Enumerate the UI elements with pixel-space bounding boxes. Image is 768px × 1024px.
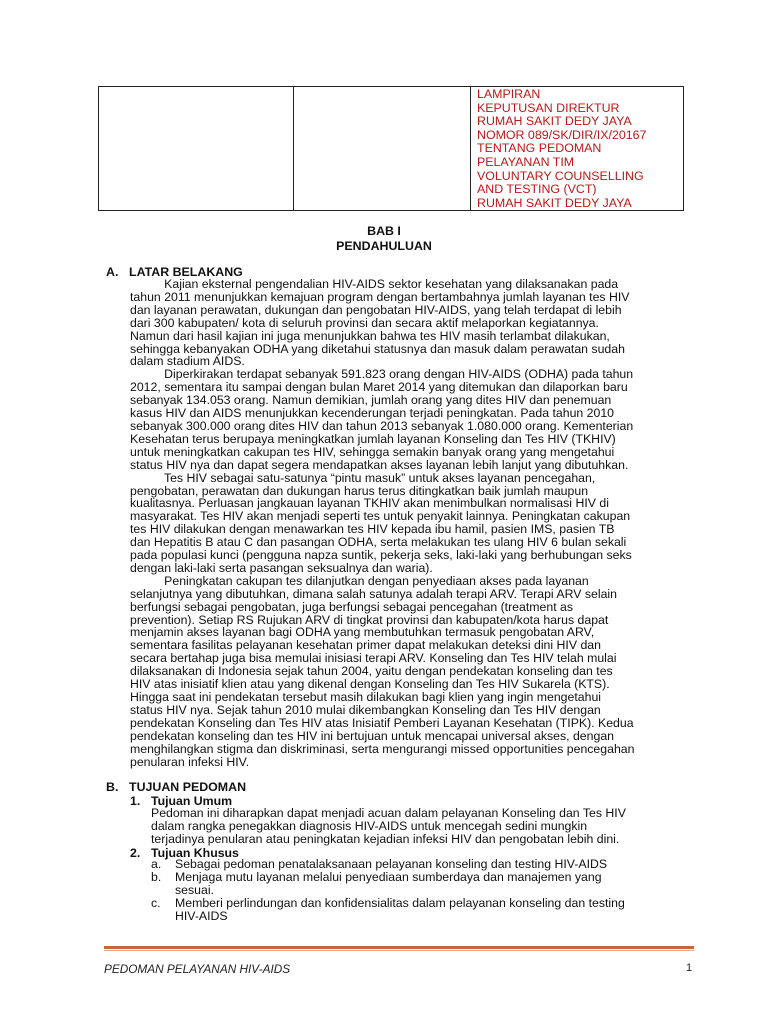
section-b-marker: B. [106, 780, 119, 794]
paragraph-line: tes HIV dilakukan dengan menawarkan tes HIV kepada ibu hamil, pasien IMS, pasien TB [130, 522, 615, 537]
list-item-label: c. [151, 895, 161, 910]
list-item-label: a. [151, 857, 162, 871]
paragraph-line: penularan infeksi HIV. [130, 754, 250, 769]
paragraph-line: Kajian eksternal pengendalian HIV-AIDS sektor kesehatan yang dilaksanakan pada [130, 277, 619, 291]
paragraph-line: menjamin akses layanan bagi ODHA yang membutuhkan termasuk pengobatan ARV, [130, 625, 595, 640]
paragraph-line: sebanyak 300.000 orang dites HIV dan tahun 2013 sebanyak 1.080.000 orang. Kementerian [130, 418, 634, 433]
decree-line: VOLUNTARY COUNSELLING [477, 168, 644, 183]
header-table [98, 86, 684, 211]
decree-line: PELAYANAN TIM [477, 154, 575, 169]
paragraph-line: pendekatan Konseling dan Tes HIV atas Inisiatif Pemberi Layanan Kesehatan (TIPK). Kedua [130, 715, 634, 730]
paragraph-line: Hingga saat ini pendekatan tersebut masih dilakukan bagi klien yang ingin mengetahui [130, 690, 602, 704]
paragraph-line: sementara fasilitas pelayanan kesehatan primer dapat melakukan deteksi dini HIV dan [130, 638, 601, 653]
subsection-1-number: 1. [130, 794, 141, 808]
decree-line: RUMAH SAKIT DEDY JAYA [477, 195, 632, 210]
subsection-2-title: Tujuan Khusus [151, 846, 239, 860]
subsection-1-body [151, 807, 698, 846]
header-cell-empty-1 [99, 87, 294, 211]
section-b-title: TUJUAN PEDOMAN [129, 780, 247, 794]
paragraph-line: dari 300 kabupaten/ kota di seluruh provinsi dan secara aktif melaporkan kegiatannya. [130, 315, 599, 330]
list-item-text: Sebagai pedoman penatalaksanaan pelayanan konseling dan testing HIV-AIDS [175, 857, 608, 871]
paragraph-line: Kesehatan terus berupaya meningkatkan jumlah layanan Konseling dan Tes HIV (TKHIV) [130, 431, 616, 446]
paragraph-line: sebanyak 134.053 orang. Namun demikian, jumlah orang yang dites HIV dan penemuan [130, 393, 612, 408]
paragraph-line: sehingga kebanyakan ODHA yang diketahui statusnya dan masuk dalam perawatan sudah [130, 341, 625, 356]
header-cell-decree [471, 87, 684, 211]
list-item-text: HIV-AIDS [175, 908, 228, 923]
list-item-label: b. [151, 869, 162, 884]
paragraph-line: Diperkirakan terdapat sebanyak 591.823 orang dengan HIV-AIDS (ODHA) pada tahun [130, 367, 634, 382]
paragraph-line: dalam stadium AIDS. [130, 354, 245, 369]
paragraph-line: untuk meningkatkan cakupan tes HIV, sehingga semakin banyak orang yang mengetahui [130, 444, 615, 459]
paragraph-line: dengan laki-laki serta pasangan seksualnya dan waria). [130, 560, 433, 575]
paragraph [130, 278, 698, 368]
section-a-title: LATAR BELAKANG [129, 265, 243, 279]
decree-line: KEPUTUSAN DIREKTUR [477, 100, 620, 115]
chapter-number: BAB I [367, 224, 401, 238]
paragraph [130, 368, 698, 471]
paragraph-line: prevention). Setiap RS Rujukan ARV di tingkat provinsi dan kabupaten/kota harus dapat [130, 612, 609, 627]
paragraph-line: status HIV nya dan dapat segera mendapatkan akses layanan lebih lanjut yang dibutuhkan. [130, 457, 629, 472]
paragraph-line: tahun 2011 menunjukkan kemajuan program dengan bertambahnya jumlah layanan tes HIV [130, 289, 630, 304]
list-item [151, 858, 698, 871]
subsection-2-list [151, 858, 698, 923]
decree-line: LAMPIRAN [477, 87, 541, 101]
section-a-marker: A. [106, 265, 119, 279]
paragraph-line: pada populasi kunci (pengguna napza suntik, pekerja seks, laki-laki yang berhubungan seks [130, 548, 632, 563]
paragraph-line: selanjutnya yang dibutuhkan, dimana salah satunya adalah terapi ARV. Terapi ARV selain [130, 586, 617, 601]
section-b-heading [106, 780, 246, 794]
footer-rule-thin [104, 950, 694, 951]
subsection-1-line: Pedoman ini diharapkan dapat menjadi acuan dalam pelayanan Konseling dan Tes HIV [151, 806, 626, 820]
decree-line: NOMOR 089/SK/DIR/IX/20167 [477, 127, 647, 142]
decree-reference [471, 87, 683, 210]
paragraph-line: dan layanan perawatan, dukungan dan pengobatan HIV-AIDS, yang telah terdapat di lebih [130, 302, 622, 317]
paragraph [130, 575, 698, 769]
list-item-text: sesuai. [175, 882, 214, 897]
paragraph-line: pendekatan konseling dan tes HIV ini bertujuan untuk mencapai universal akses, dengan [130, 728, 614, 743]
footer-title: PEDOMAN PELAYANAN HIV-AIDS [104, 962, 291, 976]
page-number: 1 [686, 962, 693, 974]
list-item-text: Memberi perlindungan dan konfidensialitas dalam pelayanan konseling dan testing [175, 895, 625, 910]
list-item [151, 897, 698, 923]
subsection-1-line: dalam rangka penegakkan diagnosis HIV-AIDS untuk mencegah sedini mungkin [151, 818, 588, 833]
paragraph-line: dan Hepatitis B atau C dan pasangan ODHA, serta melakukan tes ulang HIV 6 bulan sekali [130, 535, 627, 550]
paragraph-line: Peningkatan cakupan tes dilanjutkan dengan penyediaan akses pada layanan [130, 573, 589, 588]
decree-line: RUMAH SAKIT DEDY JAYA [477, 114, 632, 129]
subsection-1-title: Tujuan Umum [151, 794, 233, 808]
paragraph-line: 2012, sementara itu sampai dengan bulan Maret 2014 yang ditemukan dan dilaporkan baru [130, 380, 628, 395]
paragraph-line: pengobatan, perawatan dan dukungan harus terus ditingkatkan baik jumlah maupun [130, 483, 589, 498]
subsection-1-line: terjadinya penularan atau peningkatan kejadian infeksi HIV dan pengobatan lebih dini. [151, 831, 620, 846]
section-a-body [130, 278, 698, 768]
footer-rule [104, 946, 694, 949]
paragraph-line: kualitasnya. Perluasan jangkauan layanan TKHIV akan menimbulkan normalisasi HIV di [130, 496, 609, 511]
paragraph-line: berfungsi sebagai pengobatan, juga berfungsi sebagai pencegahan (treatment as [130, 599, 574, 614]
chapter-title: PENDAHULUAN [336, 239, 432, 253]
list-item-text: Menjaga mutu layanan melalui penyediaan sumberdaya dan manajemen yang [175, 869, 602, 884]
paragraph-line: masyarakat. Tes HIV akan menjadi seperti tes untuk penyakit lainnya. Peningkatan cakupan [130, 509, 631, 524]
paragraph [130, 472, 698, 575]
paragraph-line: status HIV nya. Sejak tahun 2010 mulai dikembangkan Konseling dan Tes HIV dengan [130, 702, 601, 717]
paragraph-line: Namun dari hasil kajian ini juga menunjukkan bahwa tes HIV masih terlambat dilakukan, [130, 328, 610, 343]
decree-line: AND TESTING (VCT) [477, 182, 597, 197]
paragraph-line: Tes HIV sebagai satu-satunya “pintu masuk” untuk akses layanan pencegahan, [130, 470, 596, 485]
subsection-2-number: 2. [130, 846, 141, 860]
paragraph-line: kasus HIV dan AIDS menunjukkan kecenderungan terjadi peningkatan. Pada tahun 2010 [130, 406, 615, 421]
list-item [151, 871, 698, 897]
paragraph-line: dilaksanakan di Indonesia sejak tahun 2004, yaitu dengan pendekatan konseling dan tes [130, 664, 613, 679]
header-cell-empty-2 [294, 87, 471, 211]
paragraph-line: menghilangkan stigma dan diskriminasi, serta mengurangi missed opportunities pencegahan [130, 741, 635, 756]
paragraph-line: secara bertahap juga bisa memulai inisiasi terapi ARV. Konseling dan Tes HIV telah mulai [130, 651, 617, 666]
paragraph-line: HIV atas inisiatif klien atau yang dikenal dengan Konseling dan Tes HIV Sukarela (KTS). [130, 677, 610, 692]
decree-line: TENTANG PEDOMAN [477, 141, 602, 156]
